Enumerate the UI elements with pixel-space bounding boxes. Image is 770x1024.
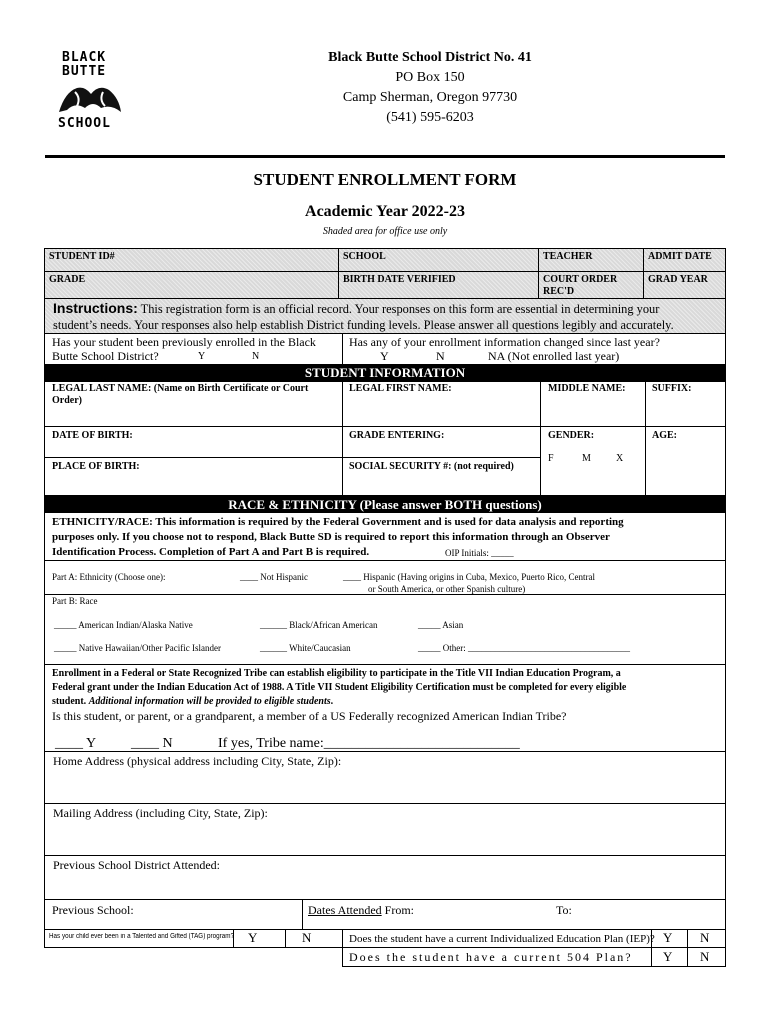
office-grade-cell[interactable] bbox=[44, 271, 339, 299]
office-student-id-cell[interactable] bbox=[44, 248, 339, 272]
district-phone: (541) 595-6203 bbox=[386, 110, 474, 125]
from-label: From: bbox=[381, 903, 414, 917]
office-birth-verified-label: BIRTH DATE VERIFIED bbox=[343, 274, 456, 285]
logo-text-school: SCHOOL bbox=[58, 116, 111, 131]
oip-initials-field[interactable]: OIP Initials: _____ bbox=[445, 548, 514, 558]
enrolled-yes-option[interactable]: Y bbox=[198, 351, 206, 362]
middle-name-label[interactable]: MIDDLE NAME: bbox=[548, 383, 626, 394]
previous-district-field[interactable] bbox=[44, 855, 726, 900]
changed-yes-option[interactable]: Y bbox=[380, 349, 389, 363]
gender-x-option[interactable]: X bbox=[616, 453, 624, 464]
other-race-option[interactable]: _____ Other: ____________________________________ bbox=[418, 643, 630, 653]
plan-504-no-option[interactable]: N bbox=[700, 949, 710, 964]
enrolled-question-line2: Butte School District? bbox=[52, 349, 159, 363]
office-admit-date-label: ADMIT DATE bbox=[648, 251, 712, 262]
tribe-info-line3b: Additional information will be provided to eligible students bbox=[88, 696, 331, 707]
place-of-birth-label[interactable]: PLACE OF BIRTH: bbox=[52, 461, 140, 472]
hispanic-option-line2: or South America, or other Spanish culture) bbox=[368, 584, 526, 594]
district-name: Black Butte School District No. 41 bbox=[328, 50, 532, 65]
logo-text-butte: BUTTE bbox=[62, 64, 107, 79]
office-school-label: SCHOOL bbox=[343, 251, 386, 262]
grade-entering-label[interactable]: GRADE ENTERING: bbox=[349, 430, 445, 441]
office-grad-year-label: GRAD YEAR bbox=[648, 274, 708, 285]
legal-last-name-label[interactable]: LEGAL LAST NAME: (Name on Birth Certificate or Court Order) bbox=[52, 383, 309, 406]
tribe-info-line1: Enrollment in a Federal or State Recognized Tribe can establish eligibility to participate in the Title VII Indian Education Program, a bbox=[52, 668, 621, 679]
part-b-label: Part B: Race bbox=[52, 596, 98, 606]
iep-no-option[interactable]: N bbox=[700, 930, 710, 945]
academic-year: Academic Year 2022-23 bbox=[305, 203, 465, 220]
race-info-line2: purposes only. If you choose not to respond, Black Butte SD is required to report this information through an Observer bbox=[52, 531, 610, 543]
student-col-divider-2 bbox=[540, 381, 541, 496]
dates-attended-to-label[interactable]: To: bbox=[556, 903, 572, 917]
plan-504-yes-option[interactable]: Y bbox=[663, 949, 673, 964]
office-grad-year-cell[interactable] bbox=[643, 271, 726, 299]
dates-attended-from-label[interactable] bbox=[308, 903, 414, 917]
previous-school-label[interactable]: Previous School: bbox=[52, 903, 134, 917]
plan-504-question: Does the student have a current 504 Plan? bbox=[349, 950, 633, 964]
office-court-order-cell[interactable] bbox=[538, 271, 644, 299]
race-info-line3: Identification Process. Completion of Part A and Part B is required. bbox=[52, 546, 370, 558]
student-row-divider-2a bbox=[44, 457, 540, 458]
instructions-line2: student’s needs. Your responses also help establish District funding levels. Please answer all questions legibly and accurately. bbox=[53, 318, 674, 332]
office-teacher-label: TEACHER bbox=[543, 251, 593, 262]
shaded-note: Shaded area for office use only bbox=[322, 226, 448, 237]
suffix-label[interactable]: SUFFIX: bbox=[652, 383, 692, 394]
instructions-box bbox=[44, 298, 726, 334]
tribe-info-line2: Federal grant under the Indian Education Act of 1988. A Title VII Student Eligibility Certification must be completed for every eligible bbox=[52, 682, 627, 693]
office-admit-date-cell[interactable] bbox=[643, 248, 726, 272]
tribe-name-field[interactable]: If yes, Tribe name:____________________________ bbox=[218, 736, 520, 751]
student-row-divider-1 bbox=[44, 426, 726, 427]
butte-mountain-icon bbox=[55, 80, 125, 116]
office-birth-verified-cell[interactable] bbox=[338, 271, 539, 299]
home-address-field[interactable] bbox=[44, 751, 726, 804]
tribe-yes-option[interactable]: ____ Y bbox=[55, 736, 97, 751]
legal-first-name-label[interactable]: LEGAL FIRST NAME: bbox=[349, 383, 452, 394]
black-african-american-option[interactable]: ______ Black/African American bbox=[260, 620, 378, 630]
tribe-info-line3c: . bbox=[330, 696, 334, 707]
form-title: STUDENT ENROLLMENT FORM bbox=[253, 170, 517, 189]
programs-divider-a bbox=[342, 929, 343, 967]
part-a-label: Part A: Ethnicity (Choose one): bbox=[52, 572, 166, 582]
tribe-info-line3 bbox=[52, 696, 333, 708]
white-caucasian-option[interactable]: ______ White/Caucasian bbox=[260, 643, 351, 653]
previous-district-label: Previous School District Attended: bbox=[53, 858, 220, 872]
student-col-divider-1 bbox=[342, 381, 343, 496]
school-logo bbox=[50, 50, 130, 132]
mailing-address-label: Mailing Address (including City, State, Zip): bbox=[53, 806, 268, 820]
office-teacher-cell[interactable] bbox=[538, 248, 644, 272]
instructions-line1: This registration form is an official record. Your responses on this form are essential in determining your bbox=[140, 302, 660, 316]
not-hispanic-option[interactable]: ____ Not Hispanic bbox=[240, 572, 308, 582]
header-divider bbox=[45, 155, 725, 158]
instructions-label: Instructions: bbox=[53, 300, 138, 316]
changed-question: Has any of your enrollment information changed since last year? bbox=[349, 335, 660, 349]
tag-divider-2 bbox=[285, 929, 286, 948]
student-info-heading: STUDENT INFORMATION bbox=[44, 364, 726, 381]
tag-yes-option[interactable]: Y bbox=[248, 930, 258, 945]
office-school-cell[interactable] bbox=[338, 248, 539, 272]
race-ethnicity-heading: RACE & ETHNICITY (Please answer BOTH questions) bbox=[44, 496, 726, 513]
office-court-order-label: COURT ORDER REC'D bbox=[543, 274, 618, 297]
gender-label[interactable]: GENDER: bbox=[548, 430, 595, 441]
programs-divider-c bbox=[687, 929, 688, 967]
office-student-id-label: STUDENT ID# bbox=[49, 251, 115, 262]
tag-question: Has your child ever been in a Talented and Gifted (TAG) program? bbox=[49, 933, 235, 940]
iep-yes-option[interactable]: Y bbox=[663, 930, 673, 945]
changed-na-option[interactable]: NA (Not enrolled last year) bbox=[488, 349, 620, 363]
dates-attended-label: Dates Attended bbox=[308, 903, 382, 917]
logo-text-black: BLACK bbox=[62, 50, 107, 65]
district-header bbox=[230, 48, 630, 128]
ssn-label[interactable]: SOCIAL SECURITY #: (not required) bbox=[349, 461, 514, 472]
race-info-line1: ETHNICITY/RACE: This information is required by the Federal Government and is used for data analysis and reporting bbox=[52, 516, 624, 528]
district-po-box: PO Box 150 bbox=[395, 70, 465, 85]
enrolled-question-line1: Has your student been previously enrolled in the Black bbox=[52, 335, 316, 349]
office-grade-label: GRADE bbox=[49, 274, 86, 285]
changed-no-option[interactable]: N bbox=[436, 349, 445, 363]
native-hawaiian-option[interactable]: _____ Native Hawaiian/Other Pacific Islander bbox=[54, 643, 221, 653]
iep-question: Does the student have a current Individualized Education Plan (IEP)? bbox=[349, 933, 655, 945]
gender-f-option[interactable]: F bbox=[548, 453, 554, 464]
tribe-no-option[interactable]: ____ N bbox=[131, 736, 173, 751]
tribe-info-line3a: student. bbox=[52, 696, 87, 707]
american-indian-option[interactable]: _____ American Indian/Alaska Native bbox=[54, 620, 193, 630]
home-address-label: Home Address (physical address including City, State, Zip): bbox=[53, 754, 342, 768]
mailing-address-field[interactable] bbox=[44, 803, 726, 856]
previous-school-divider bbox=[302, 899, 303, 930]
district-city: Camp Sherman, Oregon 97730 bbox=[342, 90, 518, 105]
tribe-question: Is this student, or parent, or a grandparent, a member of a US Federally recognized American Indian Tribe? bbox=[52, 709, 567, 723]
student-col-divider-3 bbox=[645, 381, 646, 496]
enrolled-no-option[interactable]: N bbox=[252, 351, 260, 362]
date-of-birth-label[interactable]: DATE OF BIRTH: bbox=[52, 430, 133, 441]
enrollment-divider bbox=[342, 333, 343, 364]
tag-no-option[interactable]: N bbox=[302, 930, 312, 945]
gender-m-option[interactable]: M bbox=[582, 453, 591, 464]
age-label[interactable]: AGE: bbox=[652, 430, 677, 441]
hispanic-option[interactable]: ____ Hispanic (Having origins in Cuba, Mexico, Puerto Rico, Central bbox=[343, 572, 595, 582]
asian-option[interactable]: _____ Asian bbox=[418, 620, 464, 630]
